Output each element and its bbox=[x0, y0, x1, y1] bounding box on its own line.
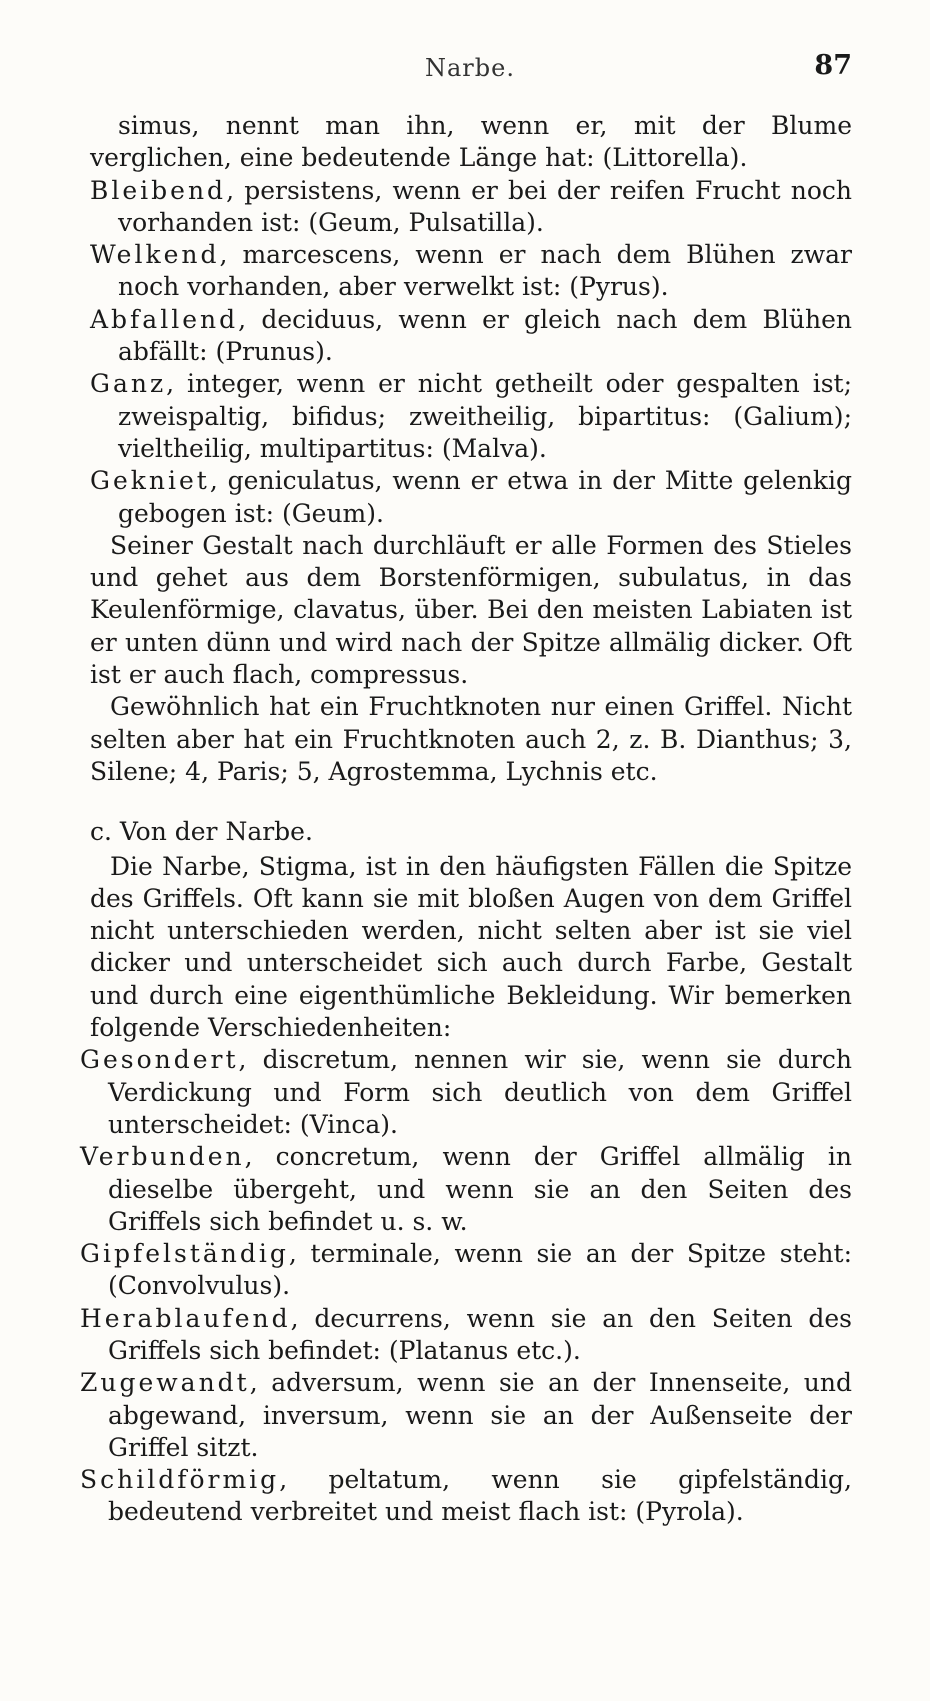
page-header bbox=[90, 50, 850, 90]
stigma-entries bbox=[80, 1044, 852, 1528]
entry-text: , deciduus, wenn er gleich nach dem Blühen abfällt: (Prunus). bbox=[118, 304, 852, 367]
entry-term: Gipfelständig bbox=[80, 1239, 289, 1269]
entry-term: Gekniet bbox=[90, 466, 210, 496]
section-intro: Die Narbe, Stigma, ist in den häufigsten Fällen die Spitze des Griffels. Oft kann sie mit bloßen Augen von dem Griffel nicht unterschieden werden, nicht selten aber ist sie viel dicker und unterscheidet sich auch durch Farbe, Gestalt und durch eine eigenthümliche Bekleidung. Wir bemerken folgende Verschiedenheiten: bbox=[90, 851, 852, 1043]
definition-entry bbox=[80, 1238, 852, 1303]
entry-text: , adversum, wenn sie an der Innenseite, und abgewand, inversum, wenn sie an der Außenseite der Griffel sitzt. bbox=[108, 1368, 852, 1462]
definition-entry bbox=[80, 1141, 852, 1238]
entry-term: Bleibend bbox=[90, 175, 227, 205]
definition-entry bbox=[90, 239, 852, 304]
entry-text: , marcescens, wenn er nach dem Blühen zwar noch vorhanden, aber verwelkt ist: (Pyrus). bbox=[118, 240, 852, 302]
definition-entry bbox=[80, 1367, 852, 1464]
definition-entry bbox=[90, 304, 852, 369]
entry-term: Abfallend bbox=[90, 304, 239, 334]
body-paragraph: Gewöhnlich hat ein Fruchtknoten nur einen Griffel. Nicht selten aber hat ein Fruchtknoten auch 2, z. B. Dianthus; 3, Silene; 4, Paris; 5, Agrostemma, Lychnis etc. bbox=[90, 692, 852, 786]
entry-text: , concretum, wenn der Griffel allmälig in dieselbe übergeht, und wenn sie an den Seiten des Griffels sich befindet u. s. w. bbox=[108, 1142, 852, 1236]
entry-text: , terminale, wenn sie an der Spitze steht: (Convolvulus). bbox=[108, 1239, 852, 1301]
entry-text: , persistens, wenn er bei der reifen Frucht noch vorhanden ist: (Geum, Pulsatilla). bbox=[118, 175, 852, 237]
body-paragraph: Seiner Gestalt nach durchläuft er alle Formen des Stieles und gehet aus dem Borstenförmigen, subulatus, in das Keulenförmige, clavatus, über. Bei den meisten Labiaten ist er unten dünn und wird nach der Spitze allmälig dicker. Oft ist er auch flach, compressus. bbox=[90, 530, 852, 690]
section-heading: c. Von der Narbe. bbox=[90, 817, 313, 847]
definition-entry bbox=[80, 1044, 852, 1141]
page-number: 87 bbox=[814, 50, 852, 81]
entry-term: Ganz bbox=[90, 369, 167, 399]
entry-term: Herablaufend bbox=[80, 1303, 291, 1333]
entry-term: Schildförmig bbox=[80, 1465, 280, 1495]
definition-entry bbox=[90, 465, 852, 530]
entry-text: , geniculatus, wenn er etwa in der Mitte gelenkig gebogen ist: (Geum). bbox=[118, 466, 852, 528]
entry-text: , discretum, nennen wir sie, wenn sie durch Verdickung und Form sich deutlich von dem Griffel unterscheidet: (Vinca). bbox=[108, 1045, 852, 1139]
entry-text: , integer, wenn er nicht getheilt oder gespalten ist; zweispaltig, bifidus; zweitheilig, bipartitus: (Galium); vieltheilig, multipartitus: (Malva). bbox=[118, 369, 852, 463]
definition-entry bbox=[90, 175, 852, 240]
entry-term: Welkend bbox=[90, 240, 220, 270]
entry-term: Verbunden bbox=[80, 1142, 245, 1172]
definition-entry bbox=[80, 1303, 852, 1368]
entry-term: Zugewandt bbox=[80, 1368, 250, 1398]
entry-text: , decurrens, wenn sie an den Seiten des Griffels sich befindet: (Platanus etc.). bbox=[108, 1303, 852, 1365]
definition-entry bbox=[80, 1464, 852, 1529]
page-body bbox=[80, 110, 852, 1529]
entry-term: Gesondert bbox=[80, 1045, 239, 1075]
entry-text: , peltatum, wenn sie gipfelständig, bedeutend verbreitet und meist flach ist: (Pyrola). bbox=[108, 1465, 852, 1527]
running-head: Narbe. bbox=[425, 54, 515, 82]
definition-entry bbox=[90, 368, 852, 465]
continuation-text: simus, nennt man ihn, wenn er, mit der Blume verglichen, eine bedeutende Länge hat: (Littorella). bbox=[90, 111, 852, 173]
